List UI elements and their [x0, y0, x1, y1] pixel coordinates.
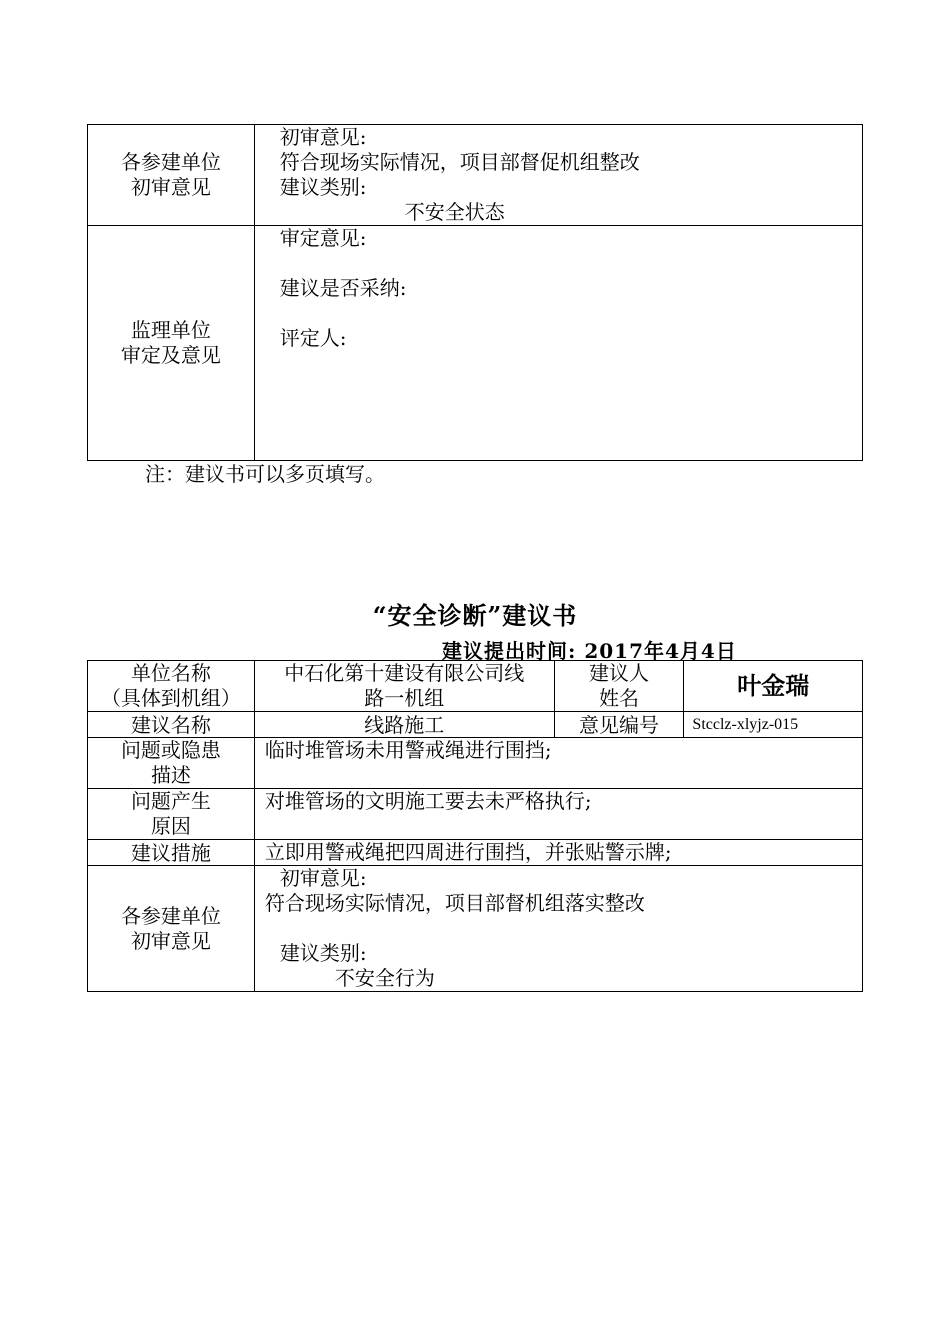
document-title: “安全诊断”建议书	[372, 601, 578, 630]
category-title: 建议类别:	[279, 175, 367, 199]
problem-label-line1: 问题或隐患	[120, 738, 221, 762]
supervisor-label-line2: 审定及意见	[120, 343, 221, 367]
unit-name-value-cell	[254, 661, 554, 712]
unit-name-label-line1: 单位名称	[130, 661, 211, 685]
cause-label-cell	[88, 789, 255, 840]
unit-review-label-line2: 初审意见	[130, 175, 211, 199]
unit-review2-label-line1: 各参建单位	[120, 903, 221, 928]
proposer-label-line2: 姓名	[599, 686, 640, 710]
problem-label-line2: 描述	[150, 763, 191, 787]
measure-value: 立即用警戒绳把四周进行围挡，并张贴警示牌;	[254, 840, 862, 866]
category2-value: 不安全行为	[334, 966, 435, 990]
cause-value: 对堆管场的文明施工要去未严格执行;	[254, 789, 862, 840]
review-text: 符合现场实际情况，项目部督促机组整改	[279, 150, 640, 174]
opinion-no-value: Stcclz-xlyjz-015	[684, 712, 863, 738]
cause-label-line2: 原因	[150, 814, 191, 838]
suggestion-name-value: 线路施工	[254, 712, 554, 738]
submission-date: 建议提出时间: 2017年4月4日	[442, 639, 737, 663]
proposer-label-line1: 建议人	[589, 661, 650, 685]
unit-name-value-line2: 路一机组	[364, 686, 445, 710]
suggestion-table	[87, 660, 863, 992]
supervisor-content-cell	[254, 226, 862, 461]
evaluator-label: 评定人:	[279, 326, 347, 350]
opinion-no-label: 意见编号	[554, 712, 684, 738]
problem-label-cell	[88, 738, 255, 789]
category-value: 不安全状态	[404, 200, 505, 224]
unit-review-label-cell	[88, 125, 255, 226]
unit-review-content-cell	[254, 125, 862, 226]
review2-title: 初审意见:	[279, 866, 367, 890]
approval-opinion-label: 审定意见:	[279, 226, 367, 250]
unit-name-label-cell	[88, 661, 255, 712]
problem-value: 临时堆管场未用警戒绳进行围挡;	[254, 738, 862, 789]
unit-name-label-line2: （具体到机组）	[100, 686, 241, 710]
review2-text: 符合现场实际情况，项目部督机组落实整改	[264, 891, 645, 915]
proposer-label-cell	[554, 661, 684, 712]
note-text: 注：建议书可以多页填写。	[145, 462, 385, 486]
suggestion-name-label: 建议名称	[88, 712, 255, 738]
supervisor-label-cell	[88, 226, 255, 461]
category2-title: 建议类别:	[279, 941, 367, 965]
unit-review2-label-cell	[88, 866, 255, 992]
unit-name-value-line1: 中石化第十建设有限公司线	[284, 661, 525, 685]
unit-review-label-line1: 各参建单位	[120, 150, 221, 174]
cause-label-line1: 问题产生	[130, 789, 211, 813]
unit-review2-label-line2: 初审意见	[130, 928, 211, 953]
review-table-continued	[87, 124, 863, 461]
adopted-label: 建议是否采纳:	[279, 276, 407, 300]
measure-label: 建议措施	[88, 840, 255, 866]
proposer-value: 叶金瑞	[684, 661, 863, 712]
supervisor-label-line1: 监理单位	[130, 318, 211, 342]
review-title: 初审意见:	[279, 125, 367, 149]
unit-review2-content-cell	[254, 866, 862, 992]
